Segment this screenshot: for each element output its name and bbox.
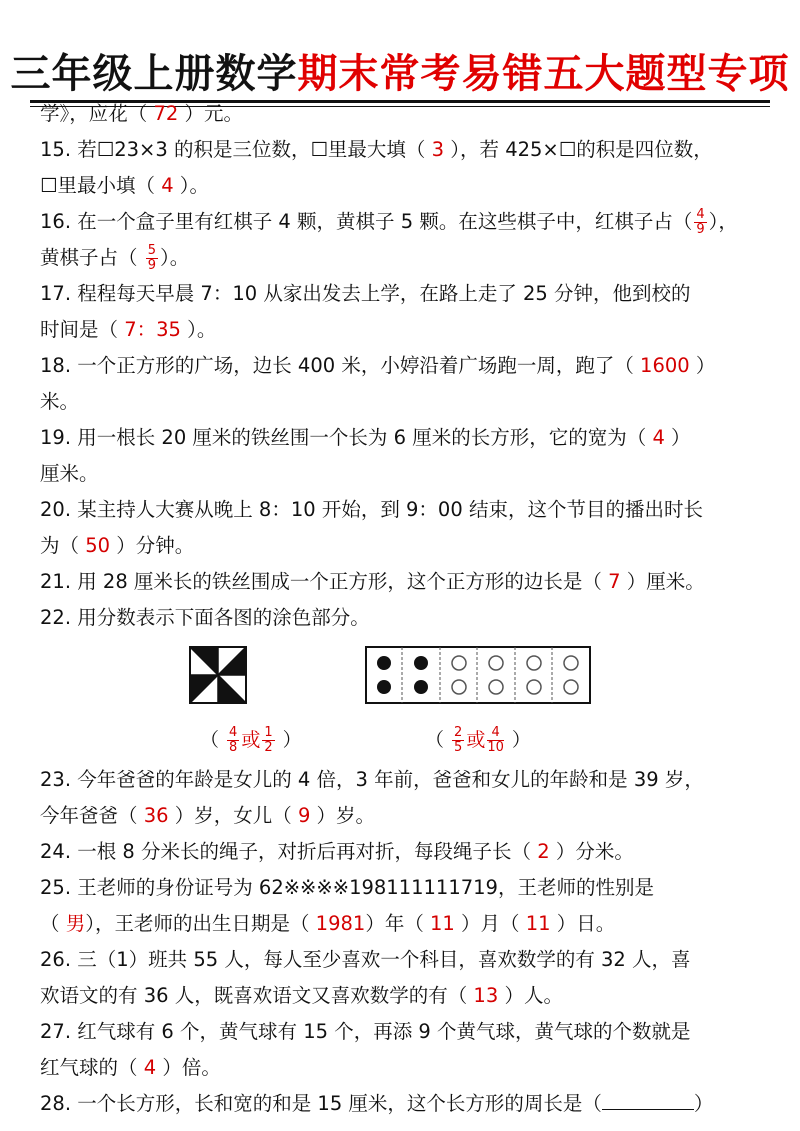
answer: 1981 xyxy=(315,912,366,935)
answer: 50 xyxy=(85,534,111,557)
figure-1-answer: （ $\frac{4}{8}$ 或 $\frac{1}{2}$ ） xyxy=(200,725,302,755)
answer: 2 xyxy=(537,840,550,863)
question-16-line-1: 16. 在一个盒子里有红棋子 4 颗，黄棋子 5 颗。在这些棋子中，红棋子占（ $\frac{4}{9}$ ）， xyxy=(40,207,738,237)
answer: 4 xyxy=(161,174,174,197)
answer: 11 xyxy=(525,912,551,935)
empty-circle xyxy=(489,656,503,670)
question-16-line-2: 黄棋子占（ $\frac{5}{9}$ ）。 xyxy=(40,243,190,273)
answer: 男 xyxy=(65,912,86,935)
question-17-line-2: 时间是（ 7：35 ）。 xyxy=(40,318,217,341)
question-15-line-2: ☐里最小填（ 4 ）。 xyxy=(40,174,210,197)
answer: 36 xyxy=(143,804,169,827)
question-27-line-2: 红气球的（ 4 ）倍。 xyxy=(40,1056,221,1079)
empty-circle xyxy=(489,680,503,694)
filled-circle xyxy=(377,656,391,670)
empty-circle xyxy=(527,656,541,670)
empty-circle xyxy=(564,656,578,670)
question-19-line-1: 19. 用一根长 20 厘米的铁丝围一个长为 6 厘米的长方形，它的宽为（ 4 ） xyxy=(40,426,691,449)
fraction-answer: $\frac{5}{9}$ xyxy=(147,243,156,273)
question-19-line-2: 厘米。 xyxy=(40,462,99,485)
answer: 13 xyxy=(473,984,499,1007)
question-24: 24. 一根 8 分米长的绳子，对折后再对折，每段绳子长（ 2 ）分米。 xyxy=(40,840,634,863)
pinwheel-square-figure xyxy=(189,646,247,704)
question-25-line-2: （ 男），王老师的出生日期是（ 1981）年（ 11 ）月（ 11 ）日。 xyxy=(40,912,616,935)
figure-2-answer: （ $\frac{2}{5}$ 或 $\frac{4}{10}$ ） xyxy=(425,725,531,755)
answer: 3 xyxy=(431,138,445,161)
filled-circle xyxy=(377,680,391,694)
answer: 7 xyxy=(608,570,621,593)
question-17-line-1: 17. 程程每天早晨 7：10 从家出发去上学，在路上走了 25 分钟，他到校的 xyxy=(40,282,691,305)
empty-circle xyxy=(527,680,541,694)
title-black-part: 三年级上册数学 xyxy=(10,51,298,97)
question-23-line-1: 23. 今年爸爸的年龄是女儿的 4 倍，3 年前，爸爸和女儿的年龄和是 39 岁， xyxy=(40,768,704,791)
answer-blank xyxy=(602,1089,694,1110)
question-21: 21. 用 28 厘米长的铁丝围成一个正方形，这个正方形的边长是（ 7 ）厘米。 xyxy=(40,570,705,593)
empty-circle xyxy=(452,680,466,694)
question-22-answers xyxy=(40,718,765,762)
answer: 4 xyxy=(652,426,665,449)
filled-circle xyxy=(414,656,428,670)
page-title xyxy=(0,42,800,99)
answer: 4 xyxy=(143,1056,157,1079)
question-list xyxy=(40,96,765,1122)
title-red-part: 期末常考易错五大题型专项 xyxy=(297,51,790,97)
question-26-line-2: 欢语文的有 36 人，既喜欢语文又喜欢数学的有（ 13 ）人。 xyxy=(40,984,563,1007)
filled-circle xyxy=(414,680,428,694)
circles-rectangle-figure xyxy=(365,646,591,704)
question-28: 28. 一个长方形，长和宽的和是 15 厘米，这个长方形的周长是（ ） xyxy=(40,1086,765,1122)
fraction-answer: $\frac{4}{9}$ xyxy=(696,207,705,237)
question-20-line-2: 为（ 50 ）分钟。 xyxy=(40,534,195,557)
answer: 72 xyxy=(153,102,179,125)
answer: 9 xyxy=(297,804,311,827)
answer: 11 xyxy=(430,912,455,935)
question-20-line-1: 20. 某主持人大赛从晚上 8：10 开始，到 9：00 结束，这个节目的播出时长 xyxy=(40,498,703,521)
empty-circle xyxy=(564,680,578,694)
answer: 7：35 xyxy=(124,318,181,341)
question-25-line-1: 25. 王老师的身份证号为 62※※※※198111111719，王老师的性别是 xyxy=(40,876,654,899)
question-18-line-2: 米。 xyxy=(40,390,80,413)
question-18-line-1: 18. 一个正方形的广场，边长 400 米，小婷沿着广场跑一周，跑了（ 1600 ） xyxy=(40,354,716,377)
question-23-line-2: 今年爸爸（ 36 ）岁，女儿（ 9 ）岁。 xyxy=(40,804,376,827)
question-22-figures xyxy=(40,636,765,718)
question-26-line-1: 26. 三（1）班共 55 人，每人至少喜欢一个科目，喜欢数学的有 32 人，喜 xyxy=(40,948,691,971)
question-14-tail: 学》，应花（ 72 ）元。 xyxy=(40,102,243,125)
empty-circle xyxy=(452,656,466,670)
question-22: 22. 用分数表示下面各图的涂色部分。 xyxy=(40,606,370,629)
question-27-line-1: 27. 红气球有 6 个，黄气球有 15 个，再添 9 个黄气球，黄气球的个数就是 xyxy=(40,1020,691,1043)
answer: 1600 xyxy=(640,354,690,377)
question-15-line-1: 15. 若☐23×3 的积是三位数，☐里最大填（ 3 ），若 425×☐的积是四位数， xyxy=(40,138,713,161)
